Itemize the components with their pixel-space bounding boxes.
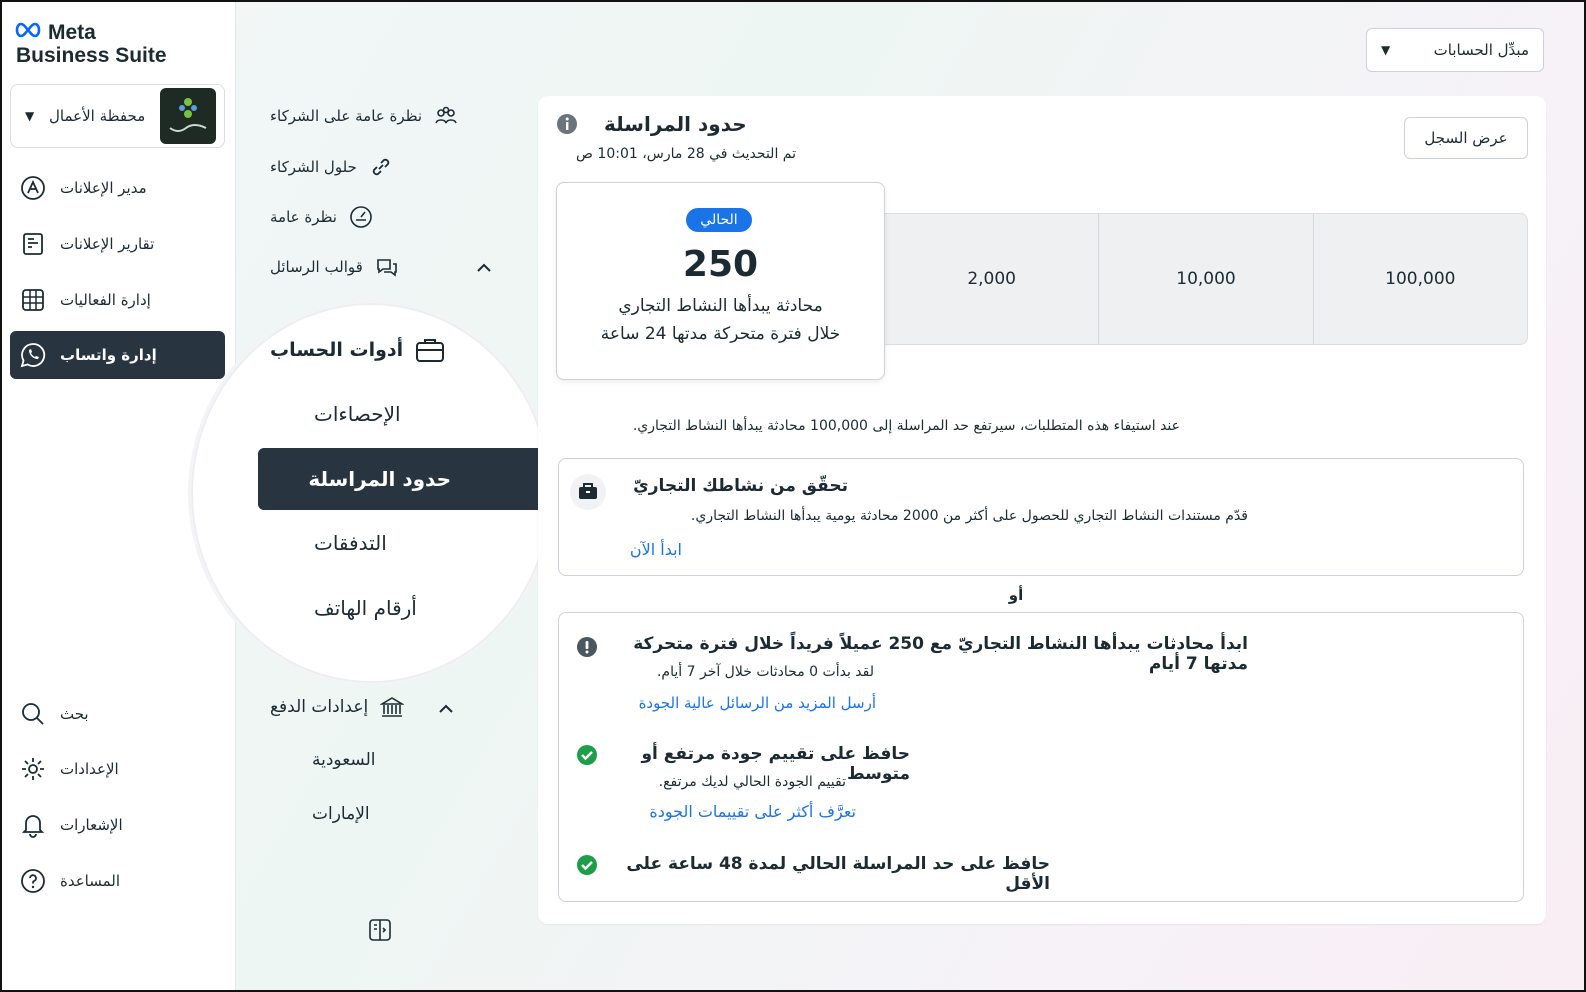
brand-line1: Meta — [48, 21, 96, 44]
business-portfolio-selector[interactable] — [10, 84, 225, 148]
send-quality-messages-link[interactable]: أرسل المزيد من الرسائل عالية الجودة — [638, 694, 876, 712]
events-icon — [20, 287, 46, 313]
view-log-button[interactable]: عرض السجل — [1404, 117, 1528, 159]
ad-reports-icon — [20, 231, 46, 257]
overview-icon — [349, 205, 373, 229]
req1-description: لقد بدأت 0 محادثات خلال آخر 7 أيام. — [656, 664, 874, 680]
help-icon — [20, 868, 46, 894]
search-icon — [20, 701, 46, 727]
page-title — [556, 112, 796, 136]
nav-message-templates[interactable] — [270, 255, 399, 279]
chevron-up-icon[interactable] — [438, 702, 454, 714]
nav-partners-overview[interactable] — [270, 104, 458, 128]
tier-100000: 100,000 — [1313, 214, 1527, 344]
nav-label: نظرة عامة على الشركاء — [270, 107, 423, 125]
nav-label: قوالب الرسائل — [270, 258, 363, 276]
briefcase-icon — [415, 336, 445, 364]
warning-icon — [576, 636, 598, 658]
portfolio-title: محفظة الأعمال — [49, 107, 146, 125]
sidebar-item-label: الإشعارات — [60, 816, 123, 834]
nav-label: نظرة عامة — [270, 208, 337, 226]
sidebar-item-label: إدارة الفعاليات — [60, 291, 151, 309]
gear-icon — [20, 756, 46, 782]
current-desc-line1: محادثة يبدأها النشاط التجاري — [618, 296, 823, 316]
req3-title: حافظ على حد المراسلة الحالي لمدة 48 ساعة على الأقل — [626, 854, 1050, 894]
sidebar-item-search[interactable] — [10, 690, 225, 738]
nav-payment-settings[interactable] — [270, 695, 404, 719]
sidebar-item-label: إدارة واتساب — [60, 346, 157, 364]
account-tools-title: أدوات الحساب — [270, 339, 404, 361]
quality-ratings-link[interactable]: تعرَّف أكثر على تقييمات الجودة — [649, 802, 856, 821]
account-switcher[interactable] — [1366, 28, 1544, 72]
nav-partner-solutions[interactable] — [270, 155, 393, 179]
bank-icon — [380, 695, 404, 719]
sidebar-item-settings[interactable] — [10, 745, 225, 793]
portfolio-logo-icon — [160, 88, 216, 144]
collapse-panel-icon[interactable] — [368, 918, 392, 942]
req2-description: تقييم الجودة الحالي لديك مرتفع. — [658, 774, 846, 790]
whatsapp-icon — [20, 342, 46, 368]
nav-flows[interactable]: التدفقات — [314, 531, 387, 555]
tier-track — [884, 213, 1528, 345]
sidebar-item-label: بحث — [60, 705, 89, 723]
nav-payment-uae[interactable]: الإمارات — [312, 804, 370, 824]
briefcase-badge — [570, 474, 606, 510]
nav-label: حلول الشركاء — [270, 158, 357, 176]
chevron-up-icon[interactable] — [476, 261, 492, 273]
info-icon[interactable] — [556, 113, 578, 135]
current-limit-value: 250 — [682, 244, 759, 285]
requirements-note: عند استيفاء هذه المتطلبات، سيرتفع حد المراسلة إلى 100,000 محادثة يبدأها النشاط التجاري. — [632, 418, 1180, 434]
message-templates-icon — [375, 255, 399, 279]
meta-infinity-icon — [14, 22, 42, 38]
avatar — [160, 88, 216, 144]
account-tools-header[interactable] — [270, 336, 445, 364]
partners-icon — [434, 104, 458, 128]
req2-title: حافظ على تقييم جودة مرتفع أو متوسط — [641, 744, 910, 784]
sidebar-item-whatsapp[interactable] — [10, 331, 225, 379]
nav-label: إعدادات الدفع — [270, 697, 369, 717]
page-title-text: حدود المراسلة — [604, 112, 747, 136]
verify-description: قدّم مستندات النشاط التجاري للحصول على أكثر من 2000 محادثة يومية يبدأها النشاط التجاري. — [690, 508, 1248, 524]
link-icon — [369, 155, 393, 179]
nav-payment-saudi[interactable]: السعودية — [312, 750, 376, 770]
start-now-link[interactable]: ابدأ الآن — [629, 540, 682, 559]
updated-timestamp: تم التحديث في 28 مارس، 10:01 ص — [576, 146, 796, 162]
sidebar-item-label: مدير الإعلانات — [60, 179, 147, 197]
caret-down-icon: ▼ — [1381, 43, 1391, 57]
check-circle-icon — [576, 744, 598, 766]
nav-messaging-limits[interactable] — [258, 448, 546, 510]
current-desc-line2: خلال فترة متحركة مدتها 24 ساعة — [600, 324, 841, 344]
caret-down-icon: ▼ — [25, 109, 35, 123]
briefcase-icon — [570, 474, 606, 510]
nav-label: حدود المراسلة — [308, 467, 451, 491]
or-divider: أو — [1008, 586, 1024, 604]
nav-phone-numbers[interactable]: أرقام الهاتف — [314, 596, 417, 620]
sidebar-item-events[interactable] — [10, 276, 225, 324]
brand-line2: Business Suite — [16, 44, 167, 67]
nav-overview[interactable] — [270, 205, 373, 229]
sidebar-item-label: تقارير الإعلانات — [60, 235, 155, 253]
sidebar-item-label: المساعدة — [60, 872, 121, 890]
tier-10000: 10,000 — [1098, 214, 1312, 344]
sidebar-item-help[interactable] — [10, 857, 225, 905]
check-circle-icon — [576, 854, 598, 876]
account-switcher-label: مبدِّل الحسابات — [1433, 41, 1529, 59]
tier-2000: 2,000 — [967, 269, 1016, 289]
meta-logo[interactable] — [14, 22, 167, 66]
sidebar-item-ad-reports[interactable] — [10, 220, 225, 268]
req1-title: ابدأ محادثات يبدأها النشاط التجاريّ مع 250 عميلاً فريداً خلال فترة متحركة مدتها 7 أيام — [633, 634, 1248, 674]
verify-title: تحقّق من نشاطك التجاريّ — [633, 476, 848, 496]
nav-insights[interactable]: الإحصاءات — [314, 402, 401, 426]
sidebar-item-notifications[interactable] — [10, 801, 225, 849]
sidebar-item-ad-manager[interactable] — [10, 164, 225, 212]
bell-icon — [20, 812, 46, 838]
current-limit-description — [556, 292, 885, 348]
sidebar-item-label: الإعدادات — [60, 760, 119, 778]
current-badge: الحالي — [686, 208, 752, 232]
ad-manager-icon — [20, 175, 46, 201]
